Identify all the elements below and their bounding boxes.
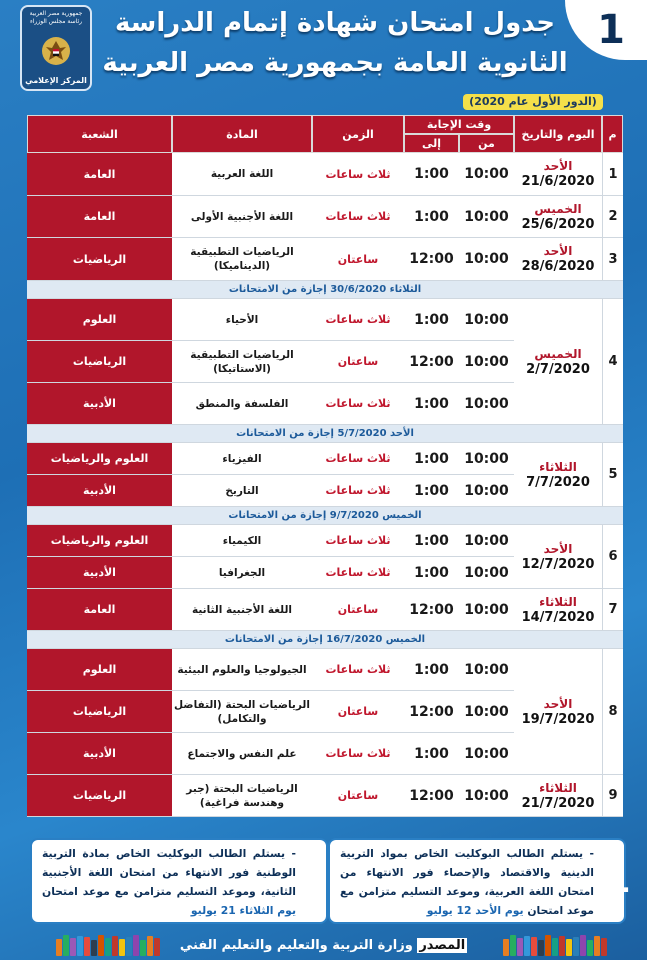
duration: ثلاث ساعات — [312, 153, 404, 196]
subject: التاريخ — [172, 475, 312, 507]
exam-date: 19/7/2020 — [521, 711, 595, 727]
note-highlight: يوم الأحد 12 يوليو — [426, 904, 524, 917]
division: العلوم والرياضيات — [27, 443, 172, 475]
holiday-row — [27, 507, 623, 525]
exam-date: 7/7/2020 — [526, 474, 590, 490]
subject: الجغرافيا — [172, 557, 312, 589]
footer — [0, 930, 647, 960]
start-time: 10:00 — [459, 525, 514, 557]
duration: ساعتان — [312, 341, 404, 383]
start-time: 10:00 — [459, 589, 514, 631]
start-time: 10:00 — [459, 691, 514, 733]
note-text: - يستلم الطالب البوكليت الخاص بمواد التربية الدينية والاقتصاد والإحصاء فور الانتهاء من امتحان اللغة العربية، وموعد التسليم متزامن مع موعد امتحان — [340, 847, 594, 917]
logo-top-text: جمهورية مصر العربية رئاسة مجلس الوزراء — [29, 10, 83, 25]
exam-date: 21/7/2020 — [521, 795, 595, 811]
start-time: 10:00 — [459, 775, 514, 817]
start-time: 10:00 — [459, 443, 514, 475]
division: العلوم والرياضيات — [27, 525, 172, 557]
end-time: 1:00 — [404, 196, 459, 238]
subject: الكيمياء — [172, 525, 312, 557]
header-to: إلى — [404, 134, 459, 153]
exam-day: الأحد — [543, 159, 573, 173]
subject: الفلسفة والمنطق — [172, 383, 312, 425]
header-duration: الزمن — [312, 115, 404, 153]
exam-day: الثلاثاء — [539, 459, 577, 474]
holiday-row — [27, 281, 623, 299]
exam-day: الخميس — [534, 201, 582, 216]
division: العلوم — [27, 649, 172, 691]
division: العلوم — [27, 299, 172, 341]
division: الأدبية — [27, 383, 172, 425]
start-time: 10:00 — [459, 475, 514, 507]
exam-date: 21/6/2020 — [521, 174, 595, 189]
table-row — [27, 649, 623, 691]
row-number: 2 — [602, 196, 623, 238]
table-row — [27, 299, 623, 341]
source-line — [180, 938, 467, 953]
end-time: 1:00 — [404, 557, 459, 589]
exam-date: 28/6/2020 — [521, 259, 595, 274]
subject: الأحياء — [172, 299, 312, 341]
duration: ثلاث ساعات — [312, 443, 404, 475]
eagle-emblem-icon — [41, 36, 71, 66]
row-number: 8 — [602, 649, 623, 775]
note-highlight: يوم الثلاثاء 21 يوليو — [190, 904, 296, 917]
row-number: 7 — [602, 589, 623, 631]
exam-date: 2/7/2020 — [526, 361, 590, 377]
division: الرياضيات — [27, 238, 172, 281]
end-time: 1:00 — [404, 649, 459, 691]
subject: اللغة الأجنبية الثانية — [172, 589, 312, 631]
subject: اللغة العربية — [172, 153, 312, 196]
end-time: 1:00 — [404, 733, 459, 775]
page-title-line1: جدول امتحان شهادة إتمام الدراسة — [114, 8, 556, 38]
table-row — [27, 238, 623, 281]
division: العامة — [27, 153, 172, 196]
subject: الجيولوجيا والعلوم البيئية — [172, 649, 312, 691]
note-box-1 — [328, 838, 626, 924]
start-time: 10:00 — [459, 341, 514, 383]
exam-date: 12/7/2020 — [521, 556, 595, 572]
table-row — [27, 589, 623, 631]
row-number: 1 — [602, 153, 623, 196]
subject: علم النفس والاجتماع — [172, 733, 312, 775]
holiday-note: الخميس 16/7/2020 إجازة من الامتحانات — [27, 631, 623, 649]
holiday-note: الخميس 9/7/2020 إجازة من الامتحانات — [27, 507, 623, 525]
end-time: 1:00 — [404, 383, 459, 425]
holiday-row — [27, 425, 623, 443]
logo-bottom-text: المركز الإعلامي — [25, 76, 87, 85]
duration: ثلاث ساعات — [312, 475, 404, 507]
division: الرياضيات — [27, 341, 172, 383]
division: الرياضيات — [27, 775, 172, 817]
row-number: 4 — [602, 299, 623, 425]
header-subject: المادة — [172, 115, 312, 153]
row-number: 6 — [602, 525, 623, 589]
exam-day: الثلاثاء — [539, 780, 577, 795]
start-time: 10:00 — [459, 383, 514, 425]
duration: ساعتان — [312, 691, 404, 733]
end-time: 1:00 — [404, 443, 459, 475]
duration: ثلاث ساعات — [312, 649, 404, 691]
division: الأدبية — [27, 733, 172, 775]
exam-day: الخميس — [534, 346, 582, 361]
note-index-2: 2 — [301, 860, 327, 901]
start-time: 10:00 — [459, 649, 514, 691]
table-row — [27, 196, 623, 238]
end-time: 1:00 — [404, 153, 459, 196]
start-time: 10:00 — [459, 196, 514, 238]
division: العامة — [27, 196, 172, 238]
exam-round-label: (الدور الأول عام 2020) — [463, 94, 603, 110]
duration: ثلاث ساعات — [312, 525, 404, 557]
duration: ثلاث ساعات — [312, 299, 404, 341]
subject: الرياضيات التطبيقية (الاستاتيكا) — [172, 341, 312, 383]
note-box-2 — [30, 838, 328, 924]
exam-date: 14/7/2020 — [521, 609, 595, 625]
media-center-logo — [20, 5, 92, 91]
exam-day: الأحد — [543, 541, 573, 556]
duration: ساعتان — [312, 775, 404, 817]
subject: الرياضيات التطبيقية (الديناميكا) — [172, 238, 312, 281]
holiday-note: الأحد 5/7/2020 إجازة من الامتحانات — [27, 425, 623, 443]
subject: اللغة الأجنبية الأولى — [172, 196, 312, 238]
table-row — [27, 525, 623, 557]
end-time: 12:00 — [404, 775, 459, 817]
header — [0, 0, 647, 110]
start-time: 10:00 — [459, 299, 514, 341]
note-index-1: 1 — [605, 860, 631, 901]
start-time: 10:00 — [459, 238, 514, 281]
page-number-badge: 1 — [565, 0, 647, 60]
division: الأدبية — [27, 557, 172, 589]
subject: الفيزياء — [172, 443, 312, 475]
start-time: 10:00 — [459, 153, 514, 196]
duration: ثلاث ساعات — [312, 196, 404, 238]
header-from: من — [459, 134, 514, 153]
exam-day: الثلاثاء — [539, 594, 577, 609]
end-time: 12:00 — [404, 691, 459, 733]
end-time: 1:00 — [404, 299, 459, 341]
table-row — [27, 153, 623, 196]
end-time: 1:00 — [404, 475, 459, 507]
subject: الرياضيات البحتة (جبر وهندسة فراغية) — [172, 775, 312, 817]
duration: ساعتان — [312, 589, 404, 631]
start-time: 10:00 — [459, 557, 514, 589]
end-time: 12:00 — [404, 589, 459, 631]
end-time: 12:00 — [404, 238, 459, 281]
row-number: 9 — [602, 775, 623, 817]
source-value: وزارة التربية والتعليم والتعليم الفني — [179, 937, 413, 953]
page-title-line2: الثانوية العامة بجمهورية مصر العربية — [102, 48, 568, 78]
source-label: المصدر — [419, 937, 466, 953]
division: العامة — [27, 589, 172, 631]
subject: الرياضيات البحتة (التفاضل والتكامل) — [172, 691, 312, 733]
end-time: 12:00 — [404, 341, 459, 383]
exam-day: الأحد — [543, 696, 573, 711]
note-text: - يستلم الطالب البوكليت الخاص بمادة التربية الوطنية فور الانتهاء من امتحان اللغة الأجنبية الثانية، وموعد التسليم متزامن مع موعد امتحان — [42, 847, 296, 898]
division: الرياضيات — [27, 691, 172, 733]
start-time: 10:00 — [459, 733, 514, 775]
holiday-note: الثلاثاء 30/6/2020 إجازة من الامتحانات — [27, 281, 623, 299]
duration: ثلاث ساعات — [312, 557, 404, 589]
table-row — [27, 443, 623, 475]
end-time: 1:00 — [404, 525, 459, 557]
exam-day: الأحد — [543, 244, 573, 258]
duration: ثلاث ساعات — [312, 383, 404, 425]
holiday-row — [27, 631, 623, 649]
header-answer-time: وقت الإجابة — [404, 115, 514, 134]
exam-schedule-table — [27, 115, 623, 817]
table-row — [27, 775, 623, 817]
division: الأدبية — [27, 475, 172, 507]
exam-date: 25/6/2020 — [521, 216, 595, 232]
duration: ثلاث ساعات — [312, 733, 404, 775]
row-number: 3 — [602, 238, 623, 281]
duration: ساعتان — [312, 238, 404, 281]
header-num: م — [602, 115, 623, 153]
row-number: 5 — [602, 443, 623, 507]
header-division: الشعبة — [27, 115, 172, 153]
header-day: اليوم والتاريخ — [514, 115, 602, 153]
